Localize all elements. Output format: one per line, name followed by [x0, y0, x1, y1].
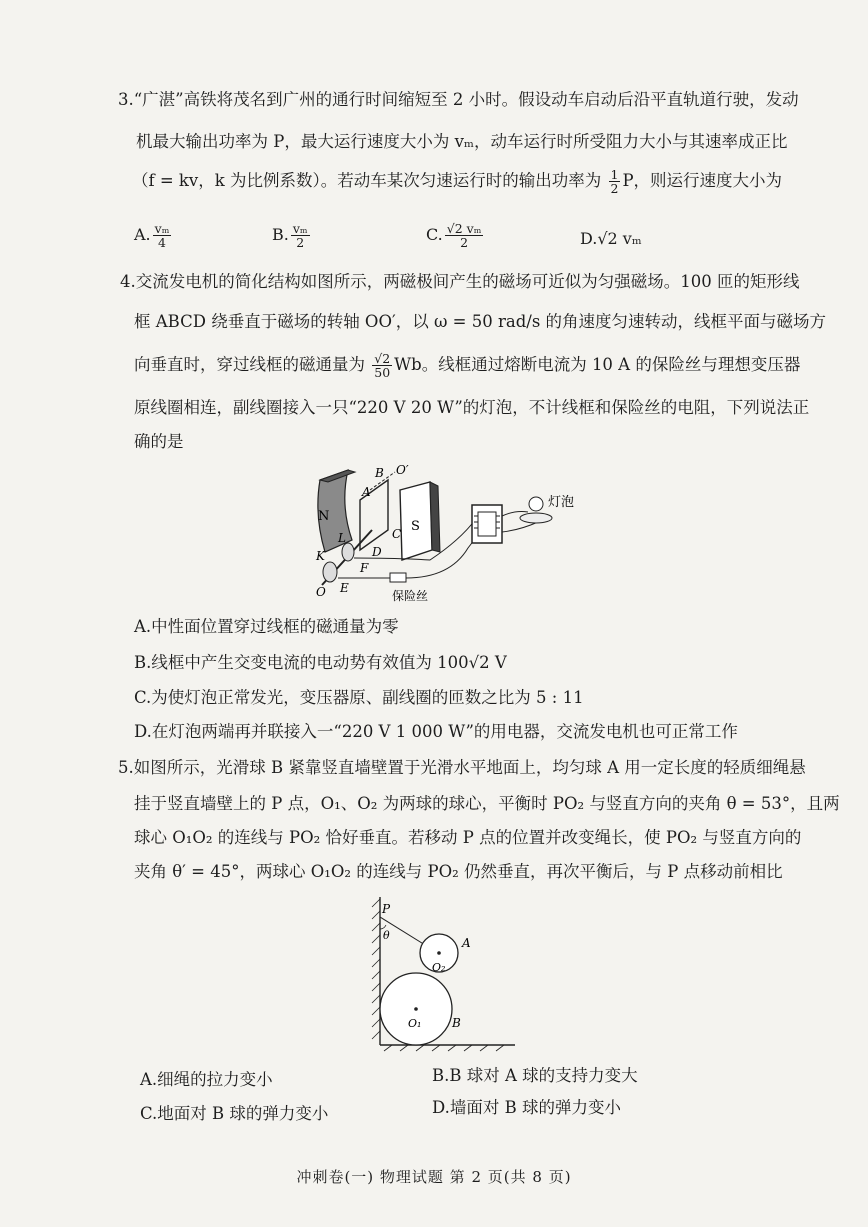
q4-line-2: 框 ABCD 绕垂直于磁场的转轴 OO′，以 ω = 50 rad/s 的角速度匀速转动，线框平面与磁场方 — [134, 312, 827, 331]
q3-option-b-label: B. — [272, 225, 289, 244]
lamp-base — [520, 513, 552, 523]
q4-option-b: B.线框中产生交变电流的电动势有效值为 100√2 V — [134, 653, 507, 672]
q4-option-c: C.为使灯泡正常发光，变压器原、副线圈的匝数之比为 5 : 11 — [134, 688, 584, 707]
q3-option-a — [134, 222, 173, 249]
q3-option-d-text: √2 vₘ — [597, 229, 642, 248]
q3-frac-num: 1 — [610, 167, 619, 182]
q4-frac-num: √2 — [374, 351, 391, 366]
q4-line-4: 原线圈相连，副线圈接入一只“220 V 20 W”的灯泡，不计线框和保险丝的电阻，下列说法正 — [134, 398, 810, 417]
page-footer: 冲刺卷(一) 物理试题 第 2 页(共 8 页) — [296, 1168, 572, 1186]
q5-line-4: 夹角 θ′ = 45°，两球心 O₁O₂ 的连线与 PO₂ 仍然垂直，再次平衡后，与 P 点移动前相比 — [134, 862, 783, 881]
q5-option-a: A.细绳的拉力变小 — [140, 1070, 273, 1089]
q4-line-5: 确的是 — [134, 432, 184, 451]
label-s: S — [411, 519, 420, 534]
q5-option-c: C.地面对 B 球的弹力变小 — [140, 1104, 329, 1123]
fuse — [390, 573, 406, 582]
transformer — [472, 505, 502, 543]
s-pole-side — [430, 482, 440, 552]
q3-option-a-label: A. — [134, 225, 151, 244]
slip-ring-k — [323, 562, 337, 582]
q3-option-d — [580, 228, 642, 250]
q3-option-a-num: vₘ — [154, 221, 170, 236]
generator-diagram — [300, 460, 590, 610]
label-l: L — [338, 531, 346, 545]
center-o2 — [437, 951, 441, 955]
label-o: O — [316, 585, 326, 599]
q3-line-3-text: （f = kv，k 为比例系数）。若动车某次匀速运行时的输出功率为 — [132, 171, 602, 190]
q3-line-3 — [132, 168, 782, 195]
label-bulb: 灯泡 — [548, 495, 575, 510]
label-n: N — [318, 509, 330, 524]
q4-option-a: A.中性面位置穿过线框的磁通量为零 — [134, 617, 399, 636]
label-o2: O₂ — [432, 961, 446, 974]
q3-option-c — [426, 222, 485, 249]
q5-option-d: D.墙面对 B 球的弹力变小 — [432, 1098, 622, 1117]
q4-line-3 — [134, 352, 800, 379]
label-theta: θ — [383, 929, 390, 942]
q3-option-c-label: C. — [426, 225, 443, 244]
q3-option-a-den: 4 — [158, 235, 166, 250]
center-o1 — [414, 1007, 418, 1011]
label-fuse: 保险丝 — [392, 589, 429, 603]
q4-line-3-end: Wb。线框通过熔断电流为 10 A 的保险丝与理想变压器 — [394, 355, 801, 374]
slip-ring-l — [342, 543, 354, 561]
label-d: D — [372, 545, 382, 559]
label-e: E — [340, 581, 349, 595]
floor-hatch — [384, 1045, 504, 1051]
q5-option-b: B.B 球对 A 球的支持力变大 — [432, 1066, 638, 1085]
q3-line-2: 机最大输出功率为 P，最大运行速度大小为 vₘ，动车运行时所受阻力大小与其速率成正比 — [136, 132, 788, 151]
q3-fraction-half — [609, 168, 621, 195]
label-k: K — [316, 549, 325, 563]
q4-frac-den: 50 — [374, 365, 391, 380]
q3-option-d-label: D. — [580, 229, 598, 248]
q5-line-3: 球心 O₁O₂ 的连线与 PO₂ 恰好垂直。若移动 P 点的位置并改变绳长，使 PO₂ 与竖直方向的 — [134, 828, 802, 847]
label-o-prime: O′ — [396, 463, 409, 477]
label-o1: O₁ — [408, 1017, 422, 1030]
q3-frac-den: 2 — [610, 181, 619, 196]
label-b: B — [375, 466, 384, 480]
wall-hatch — [372, 899, 380, 1039]
label-p: P — [382, 902, 391, 916]
q3-line-1: 3.“广湛”高铁将茂名到广州的通行时间缩短至 2 小时。假设动车启动后沿平直轨道行驶，发动 — [118, 90, 799, 109]
label-a: A — [362, 485, 371, 499]
q4-flux-fraction — [372, 352, 392, 379]
q5-line-1: 5.如图所示，光滑球 B 紧靠竖直墙壁置于光滑水平地面上，均匀球 A 用一定长度的轻质细绳悬 — [118, 758, 806, 777]
q3-option-c-den: 2 — [460, 235, 469, 250]
q4-option-d: D.在灯泡两端再并联接入一“220 V 1 000 W”的用电器，交流发电机也可正常工作 — [134, 722, 738, 741]
bulb — [529, 497, 543, 511]
q3-option-b-num: vₘ — [292, 221, 308, 236]
label-f: F — [360, 561, 369, 575]
spheres-diagram — [370, 895, 520, 1055]
q3-option-b-den: 2 — [296, 235, 305, 250]
label-a: A — [462, 936, 471, 950]
q3-option-b — [272, 222, 312, 249]
label-b: B — [452, 1016, 461, 1030]
wire-lamp-2 — [502, 522, 538, 532]
q4-line-1: 4.交流发电机的简化结构如图所示，两磁极间产生的磁场可近似为匀强磁场。100 匝的矩形线 — [120, 272, 800, 291]
q3-option-c-num: √2 vₘ — [446, 221, 482, 236]
q3-line-3-end: P，则运行速度大小为 — [622, 171, 783, 190]
q5-line-2: 挂于竖直墙壁上的 P 点，O₁、O₂ 为两球的球心，平衡时 PO₂ 与竖直方向的夹角 θ = 53°，且两 — [134, 794, 840, 813]
label-c: C — [392, 527, 402, 541]
q4-line-3-text: 向垂直时，穿过线框的磁通量为 — [134, 355, 365, 374]
